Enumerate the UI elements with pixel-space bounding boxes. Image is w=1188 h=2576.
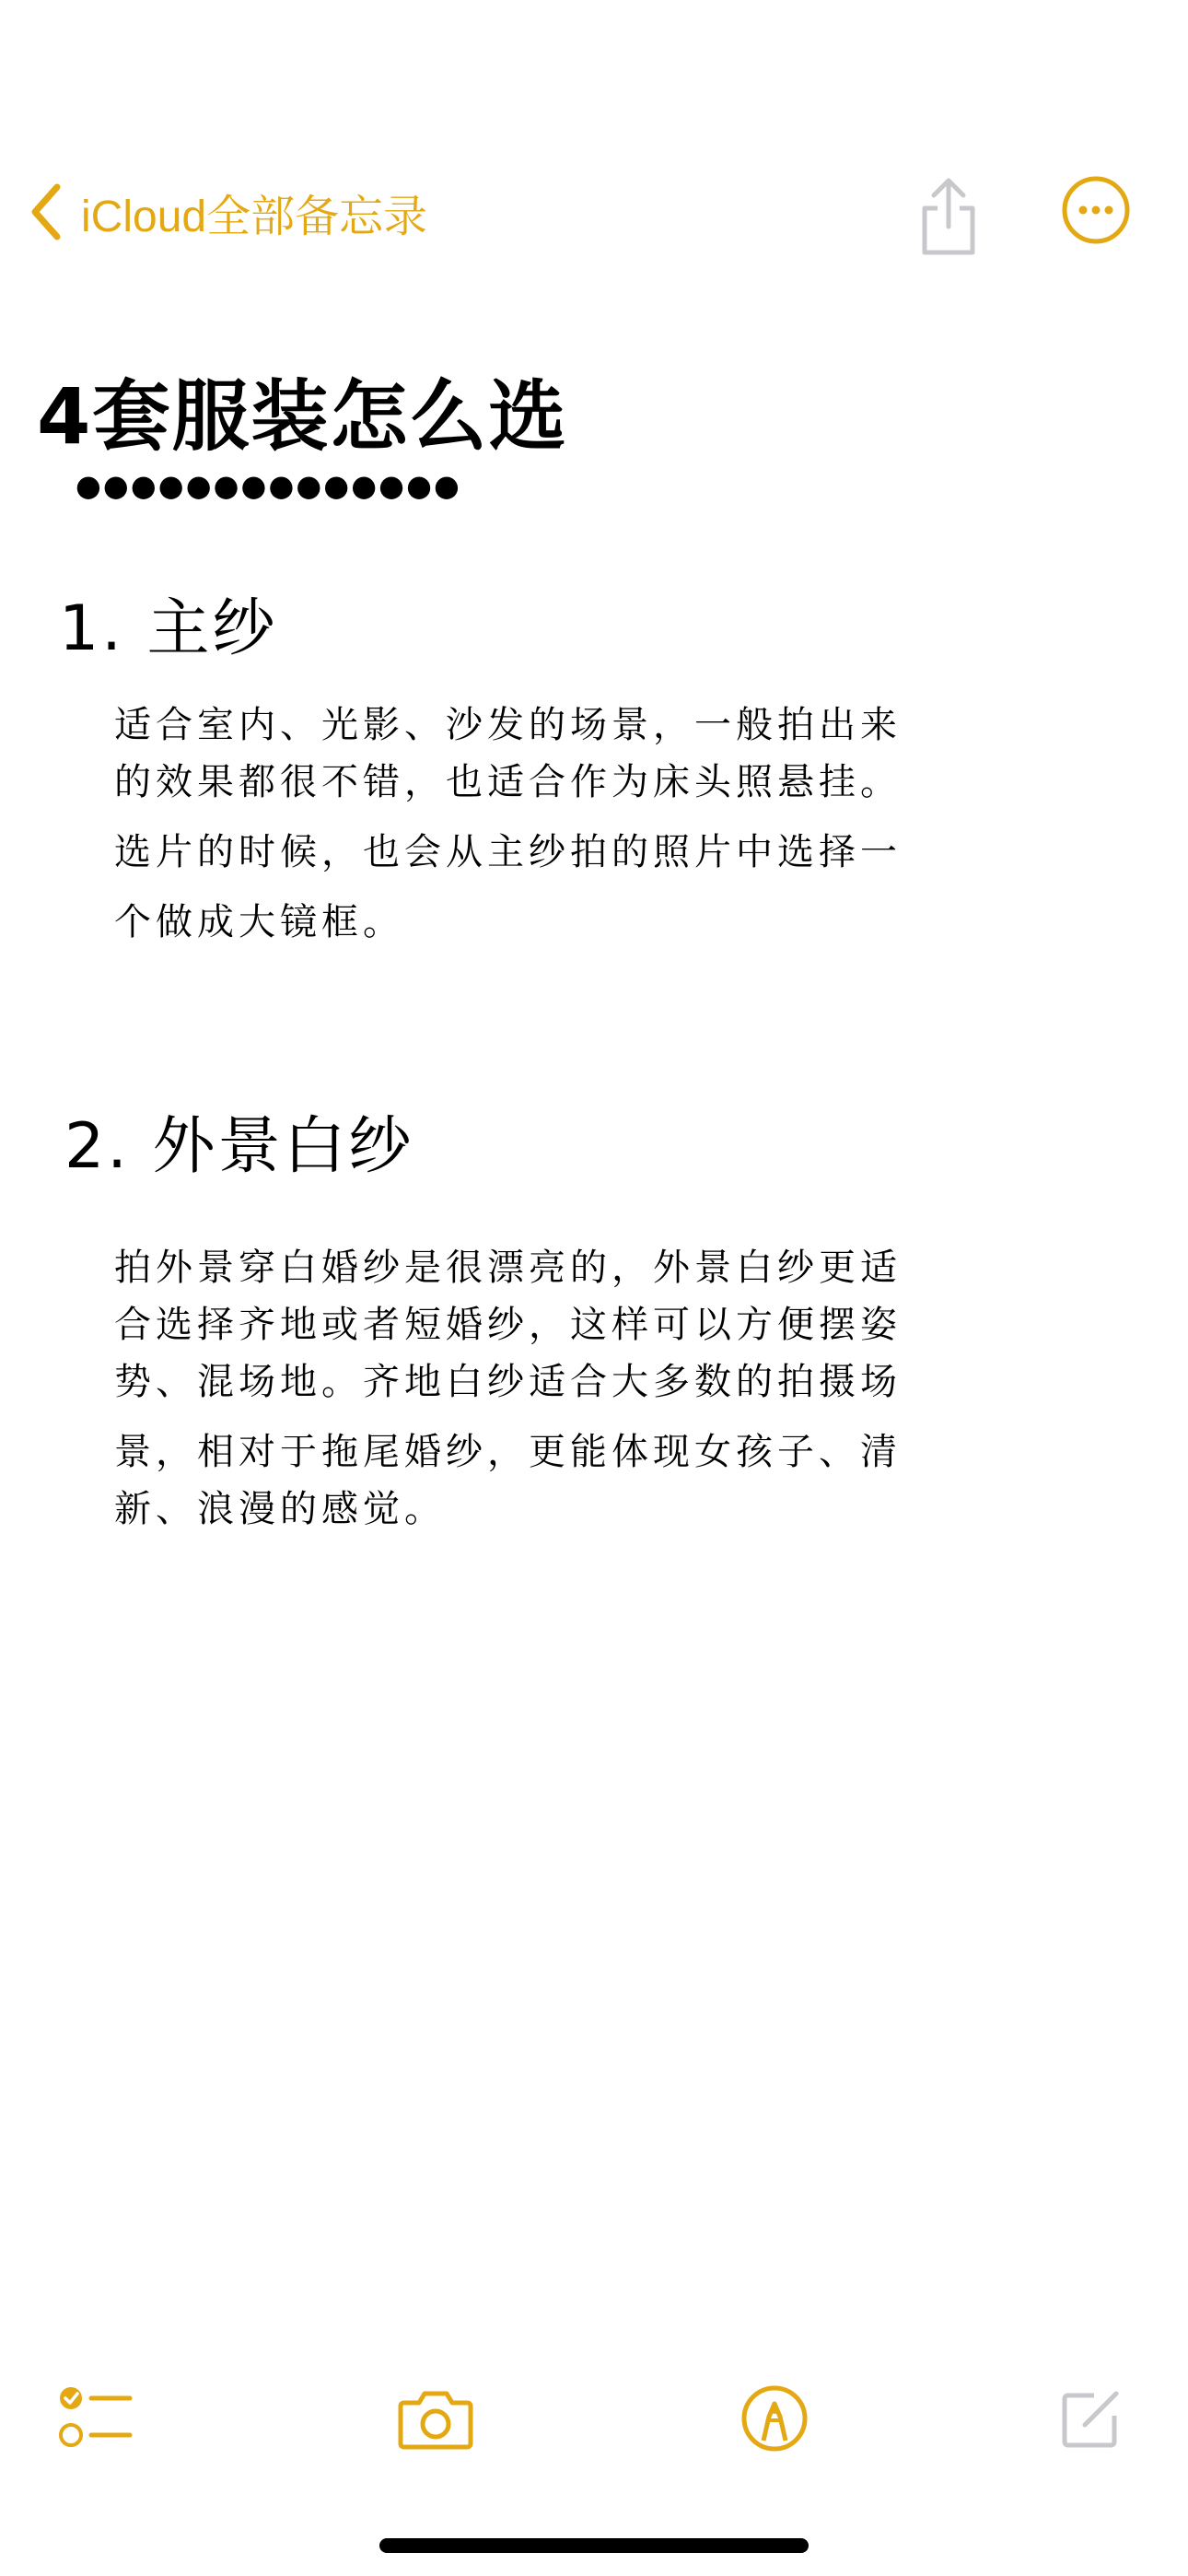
markup-button[interactable] xyxy=(733,2377,816,2460)
chevron-left-icon xyxy=(28,180,70,244)
camera-button[interactable] xyxy=(394,2377,477,2460)
paragraph-line: 适合室内、光影、沙发的场景，一般拍出来 xyxy=(114,704,902,746)
share-icon xyxy=(912,175,985,258)
paragraph-line: 新、浪漫的感觉。 xyxy=(114,1488,446,1530)
bottom-toolbar xyxy=(0,2377,1188,2469)
navigation-bar xyxy=(0,166,1188,258)
compose-button[interactable] xyxy=(1050,2377,1133,2460)
checklist-button[interactable] xyxy=(55,2377,138,2460)
home-indicator[interactable] xyxy=(379,2538,809,2553)
bullet-dots-line: ●●●●●●●●●●●●●● xyxy=(76,468,461,503)
paragraph-line: 拍外景穿白婚纱是很漂亮的，外景白纱更适 xyxy=(114,1247,902,1289)
paragraph-line: 的效果都很不错，也适合作为床头照悬挂。 xyxy=(114,761,902,803)
compose-icon xyxy=(1059,2386,1124,2451)
paragraph-line: 景，相对于拖尾婚纱，更能体现女孩子、清 xyxy=(114,1431,902,1473)
paragraph-line: 势、混场地。齐地白纱适合大多数的拍摄场 xyxy=(114,1361,902,1403)
note-title: 4套服装怎么选 xyxy=(37,371,568,462)
ellipsis-circle-icon xyxy=(1061,175,1131,245)
paragraph-line: 选片的时候，也会从主纱拍的照片中选择一 xyxy=(114,831,902,873)
paragraph-line: 个做成大镜框。 xyxy=(114,901,404,943)
markup-pen-icon xyxy=(740,2383,809,2453)
paragraph-line: 合选择齐地或者短婚纱，这样可以方便摆姿 xyxy=(114,1304,902,1346)
back-button-label: iCloud全部备忘录 xyxy=(81,192,428,241)
section-heading-2: 2. 外景白纱 xyxy=(64,1110,414,1183)
section-heading-1: 1. 主纱 xyxy=(59,592,278,665)
more-options-button[interactable] xyxy=(1061,175,1131,245)
camera-icon xyxy=(397,2386,474,2451)
back-button[interactable] xyxy=(28,166,427,258)
section-paragraph-1 xyxy=(114,697,1138,951)
section-paragraph-2 xyxy=(114,1239,1138,1538)
checklist-icon xyxy=(58,2383,135,2453)
share-button[interactable] xyxy=(912,175,985,258)
